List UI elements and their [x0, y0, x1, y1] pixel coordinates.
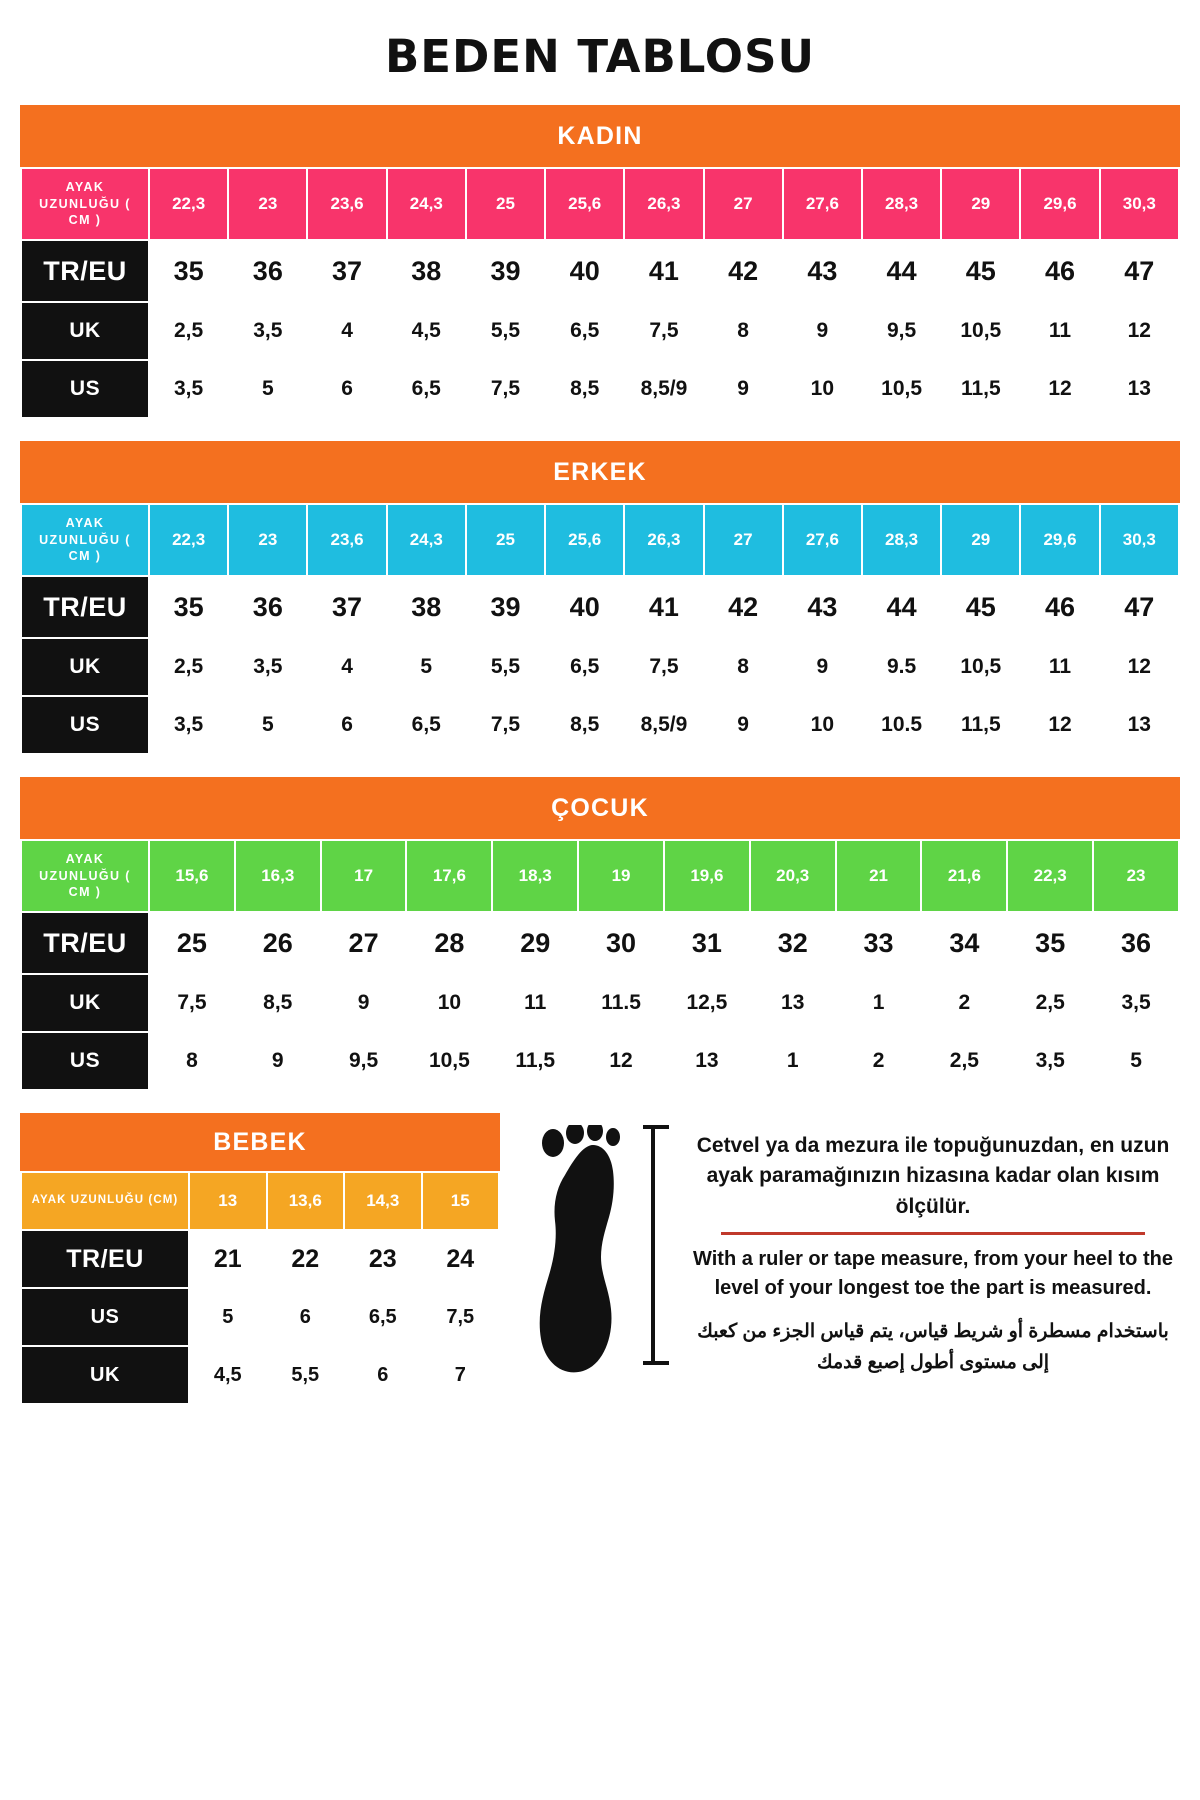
row-label-treu: TR/EU [21, 912, 149, 974]
section-band-erkek: ERKEK [20, 441, 1180, 503]
cell-size: 12,5 [664, 974, 750, 1032]
cell-size: 3,5 [228, 638, 307, 696]
cell-size: 6,5 [387, 360, 466, 418]
cell-size: 36 [1093, 912, 1179, 974]
cell-length: 28,3 [862, 168, 941, 240]
section-band-kadin: KADIN [20, 105, 1180, 167]
section-erkek [20, 441, 1180, 755]
cell-length: 22,3 [1007, 840, 1093, 912]
instruction-arabic: باستخدام مسطرة أو شريط قياس، يتم قياس الجزء من كعبك إلى مستوى أطول إصبع قدمك [697, 1321, 1169, 1373]
cell-length: 22,3 [149, 504, 228, 576]
cell-size: 10,5 [862, 360, 941, 418]
row-label-uk: UK [21, 974, 149, 1032]
cell-size: 9.5 [862, 638, 941, 696]
cell-size: 2,5 [1007, 974, 1093, 1032]
cell-length: 24,3 [387, 504, 466, 576]
cell-length: 29 [941, 168, 1020, 240]
table-row [21, 504, 1179, 576]
cell-size: 13 [750, 974, 836, 1032]
cell-size: 6,5 [545, 302, 624, 360]
cell-size: 37 [307, 240, 386, 302]
cell-length: 19,6 [664, 840, 750, 912]
cell-length: 27 [704, 504, 783, 576]
cell-size: 10 [406, 974, 492, 1032]
cell-length: 24,3 [387, 168, 466, 240]
cell-size: 9 [321, 974, 407, 1032]
cell-size: 8,5/9 [624, 360, 703, 418]
cell-size: 10,5 [941, 638, 1020, 696]
cell-size: 8,5 [545, 696, 624, 754]
table-row [21, 974, 1179, 1032]
size-table-bebek [20, 1171, 500, 1405]
cell-length: 25 [466, 504, 545, 576]
cell-size: 6,5 [344, 1288, 422, 1346]
cell-length: 17 [321, 840, 407, 912]
cell-size: 8,5/9 [624, 696, 703, 754]
section-band-cocuk: ÇOCUK [20, 777, 1180, 839]
page-title: BEDEN TABLOSU [384, 30, 816, 83]
table-row [21, 696, 1179, 754]
cell-size: 2 [836, 1032, 922, 1090]
cell-length: 13,6 [267, 1172, 345, 1230]
cell-size: 12 [1100, 302, 1179, 360]
cell-size: 5 [387, 638, 466, 696]
cell-length: 16,3 [235, 840, 321, 912]
row-label-foot-length: AYAK UZUNLUĞU (CM) [21, 1172, 189, 1230]
cell-size: 5 [189, 1288, 267, 1346]
row-label-us: US [21, 1288, 189, 1346]
table-row [21, 1032, 1179, 1090]
cell-size: 27 [321, 912, 407, 974]
cell-length: 29,6 [1020, 504, 1099, 576]
cell-length: 27,6 [783, 504, 862, 576]
bottom-area [20, 1113, 1180, 1405]
cell-length: 23 [1093, 840, 1179, 912]
cell-size: 36 [228, 240, 307, 302]
cell-size: 37 [307, 576, 386, 638]
cell-length: 25,6 [545, 168, 624, 240]
cell-size: 46 [1020, 240, 1099, 302]
table-row [21, 912, 1179, 974]
cell-size: 7,5 [422, 1288, 500, 1346]
cell-size: 35 [149, 240, 228, 302]
cell-size: 34 [921, 912, 1007, 974]
cell-size: 12 [578, 1032, 664, 1090]
cell-size: 32 [750, 912, 836, 974]
cell-size: 5 [228, 696, 307, 754]
cell-size: 40 [545, 240, 624, 302]
table-row [21, 1346, 499, 1404]
cell-size: 4,5 [387, 302, 466, 360]
cell-size: 6 [307, 360, 386, 418]
cell-size: 5,5 [466, 638, 545, 696]
cell-length: 19 [578, 840, 664, 912]
cell-size: 24 [422, 1230, 500, 1288]
row-label-us: US [21, 360, 149, 418]
cell-length: 27,6 [783, 168, 862, 240]
table-row [21, 1288, 499, 1346]
cell-size: 5 [228, 360, 307, 418]
cell-length: 15,6 [149, 840, 235, 912]
size-table-cocuk [20, 839, 1180, 1091]
cell-size: 1 [836, 974, 922, 1032]
cell-length: 25 [466, 168, 545, 240]
cell-size: 11 [1020, 638, 1099, 696]
cell-size: 6 [307, 696, 386, 754]
table-row [21, 240, 1179, 302]
cell-size: 5 [1093, 1032, 1179, 1090]
cell-size: 35 [149, 576, 228, 638]
table-row [21, 1230, 499, 1288]
cell-size: 22 [267, 1230, 345, 1288]
cell-length: 14,3 [344, 1172, 422, 1230]
cell-size: 2,5 [149, 638, 228, 696]
cell-size: 38 [387, 576, 466, 638]
cell-size: 29 [492, 912, 578, 974]
table-row [21, 302, 1179, 360]
cell-length: 26,3 [624, 504, 703, 576]
cell-size: 43 [783, 576, 862, 638]
cell-size: 12 [1020, 360, 1099, 418]
cell-size: 7,5 [624, 638, 703, 696]
ruler-line [651, 1125, 655, 1365]
cell-size: 33 [836, 912, 922, 974]
row-label-uk: UK [21, 1346, 189, 1404]
cell-size: 9,5 [862, 302, 941, 360]
cell-size: 7,5 [466, 696, 545, 754]
cell-size: 31 [664, 912, 750, 974]
cell-size: 47 [1100, 240, 1179, 302]
size-table-kadin [20, 167, 1180, 419]
cell-size: 41 [624, 576, 703, 638]
cell-length: 15 [422, 1172, 500, 1230]
cell-size: 8 [149, 1032, 235, 1090]
cell-size: 5,5 [267, 1346, 345, 1404]
cell-size: 3,5 [149, 696, 228, 754]
cell-size: 10 [783, 360, 862, 418]
table-row [21, 360, 1179, 418]
cell-size: 2,5 [921, 1032, 1007, 1090]
row-label-treu: TR/EU [21, 576, 149, 638]
cell-size: 8,5 [235, 974, 321, 1032]
table-row [21, 1172, 499, 1230]
row-label-us: US [21, 1032, 149, 1090]
size-table-erkek [20, 503, 1180, 755]
cell-length: 25,6 [545, 504, 624, 576]
row-label-treu: TR/EU [21, 240, 149, 302]
cell-size: 6,5 [387, 696, 466, 754]
cell-size: 43 [783, 240, 862, 302]
cell-size: 9 [783, 638, 862, 696]
table-row [21, 638, 1179, 696]
cell-size: 23 [344, 1230, 422, 1288]
cell-size: 3,5 [228, 302, 307, 360]
cell-length: 27 [704, 168, 783, 240]
cell-size: 8,5 [545, 360, 624, 418]
cell-size: 2 [921, 974, 1007, 1032]
cell-size: 13 [1100, 696, 1179, 754]
instructions [686, 1113, 1180, 1378]
table-row [21, 168, 1179, 240]
cell-size: 13 [664, 1032, 750, 1090]
cell-size: 35 [1007, 912, 1093, 974]
cell-size: 38 [387, 240, 466, 302]
cell-length: 29 [941, 504, 1020, 576]
cell-size: 25 [149, 912, 235, 974]
cell-size: 1 [750, 1032, 836, 1090]
section-cocuk [20, 777, 1180, 1091]
measurement-illustration [518, 1113, 668, 1395]
cell-size: 12 [1100, 638, 1179, 696]
cell-length: 21,6 [921, 840, 1007, 912]
divider [721, 1232, 1146, 1235]
cell-length: 28,3 [862, 504, 941, 576]
instruction-turkish: Cetvel ya da mezura ile topuğunuzdan, en uzun ayak paramağınızın hizasına kadar olan kısım ölçülür. [696, 1134, 1170, 1218]
cell-size: 9 [704, 360, 783, 418]
cell-size: 4 [307, 302, 386, 360]
cell-size: 11,5 [492, 1032, 578, 1090]
row-label-foot-length: AYAK UZUNLUĞU ( CM ) [21, 504, 149, 576]
cell-size: 41 [624, 240, 703, 302]
cell-size: 36 [228, 576, 307, 638]
cell-size: 4,5 [189, 1346, 267, 1404]
cell-length: 18,3 [492, 840, 578, 912]
cell-size: 2,5 [149, 302, 228, 360]
cell-length: 30,3 [1100, 168, 1179, 240]
cell-size: 10,5 [941, 302, 1020, 360]
cell-size: 7,5 [466, 360, 545, 418]
cell-size: 11,5 [941, 360, 1020, 418]
section-kadin [20, 105, 1180, 419]
cell-size: 3,5 [149, 360, 228, 418]
footprint-icon [531, 1125, 641, 1395]
cell-size: 11.5 [578, 974, 664, 1032]
cell-size: 6 [267, 1288, 345, 1346]
cell-size: 7,5 [149, 974, 235, 1032]
cell-size: 46 [1020, 576, 1099, 638]
cell-size: 39 [466, 576, 545, 638]
cell-size: 12 [1020, 696, 1099, 754]
cell-size: 9 [704, 696, 783, 754]
cell-size: 44 [862, 240, 941, 302]
cell-size: 30 [578, 912, 664, 974]
cell-size: 6,5 [545, 638, 624, 696]
cell-size: 47 [1100, 576, 1179, 638]
cell-size: 10,5 [406, 1032, 492, 1090]
row-label-foot-length: AYAK UZUNLUĞU ( CM ) [21, 168, 149, 240]
cell-length: 23 [228, 168, 307, 240]
cell-size: 11 [1020, 302, 1099, 360]
row-label-us: US [21, 696, 149, 754]
cell-size: 9 [783, 302, 862, 360]
cell-length: 20,3 [750, 840, 836, 912]
cell-size: 9 [235, 1032, 321, 1090]
cell-length: 23,6 [307, 168, 386, 240]
cell-size: 26 [235, 912, 321, 974]
cell-size: 13 [1100, 360, 1179, 418]
cell-size: 5,5 [466, 302, 545, 360]
cell-length: 30,3 [1100, 504, 1179, 576]
cell-size: 28 [406, 912, 492, 974]
cell-size: 45 [941, 240, 1020, 302]
cell-size: 39 [466, 240, 545, 302]
row-label-uk: UK [21, 302, 149, 360]
cell-size: 8 [704, 638, 783, 696]
cell-length: 22,3 [149, 168, 228, 240]
cell-size: 10.5 [862, 696, 941, 754]
row-label-foot-length: AYAK UZUNLUĞU ( CM ) [21, 840, 149, 912]
cell-size: 45 [941, 576, 1020, 638]
cell-size: 11 [492, 974, 578, 1032]
cell-size: 3,5 [1007, 1032, 1093, 1090]
cell-size: 40 [545, 576, 624, 638]
section-bebek [20, 1113, 500, 1405]
instruction-english: With a ruler or tape measure, from your heel to the level of your longest toe the part is measured. [693, 1248, 1173, 1300]
cell-size: 8 [704, 302, 783, 360]
cell-length: 21 [836, 840, 922, 912]
cell-size: 42 [704, 240, 783, 302]
cell-size: 11,5 [941, 696, 1020, 754]
table-row [21, 576, 1179, 638]
cell-size: 4 [307, 638, 386, 696]
cell-size: 7,5 [624, 302, 703, 360]
cell-length: 29,6 [1020, 168, 1099, 240]
cell-size: 6 [344, 1346, 422, 1404]
section-band-bebek: BEBEK [20, 1113, 500, 1171]
row-label-treu: TR/EU [21, 1230, 189, 1288]
cell-size: 9,5 [321, 1032, 407, 1090]
cell-size: 44 [862, 576, 941, 638]
table-row [21, 840, 1179, 912]
row-label-uk: UK [21, 638, 149, 696]
cell-length: 26,3 [624, 168, 703, 240]
cell-size: 7 [422, 1346, 500, 1404]
cell-length: 17,6 [406, 840, 492, 912]
cell-length: 23,6 [307, 504, 386, 576]
cell-size: 3,5 [1093, 974, 1179, 1032]
cell-size: 10 [783, 696, 862, 754]
cell-size: 42 [704, 576, 783, 638]
cell-length: 13 [189, 1172, 267, 1230]
cell-length: 23 [228, 504, 307, 576]
cell-size: 21 [189, 1230, 267, 1288]
